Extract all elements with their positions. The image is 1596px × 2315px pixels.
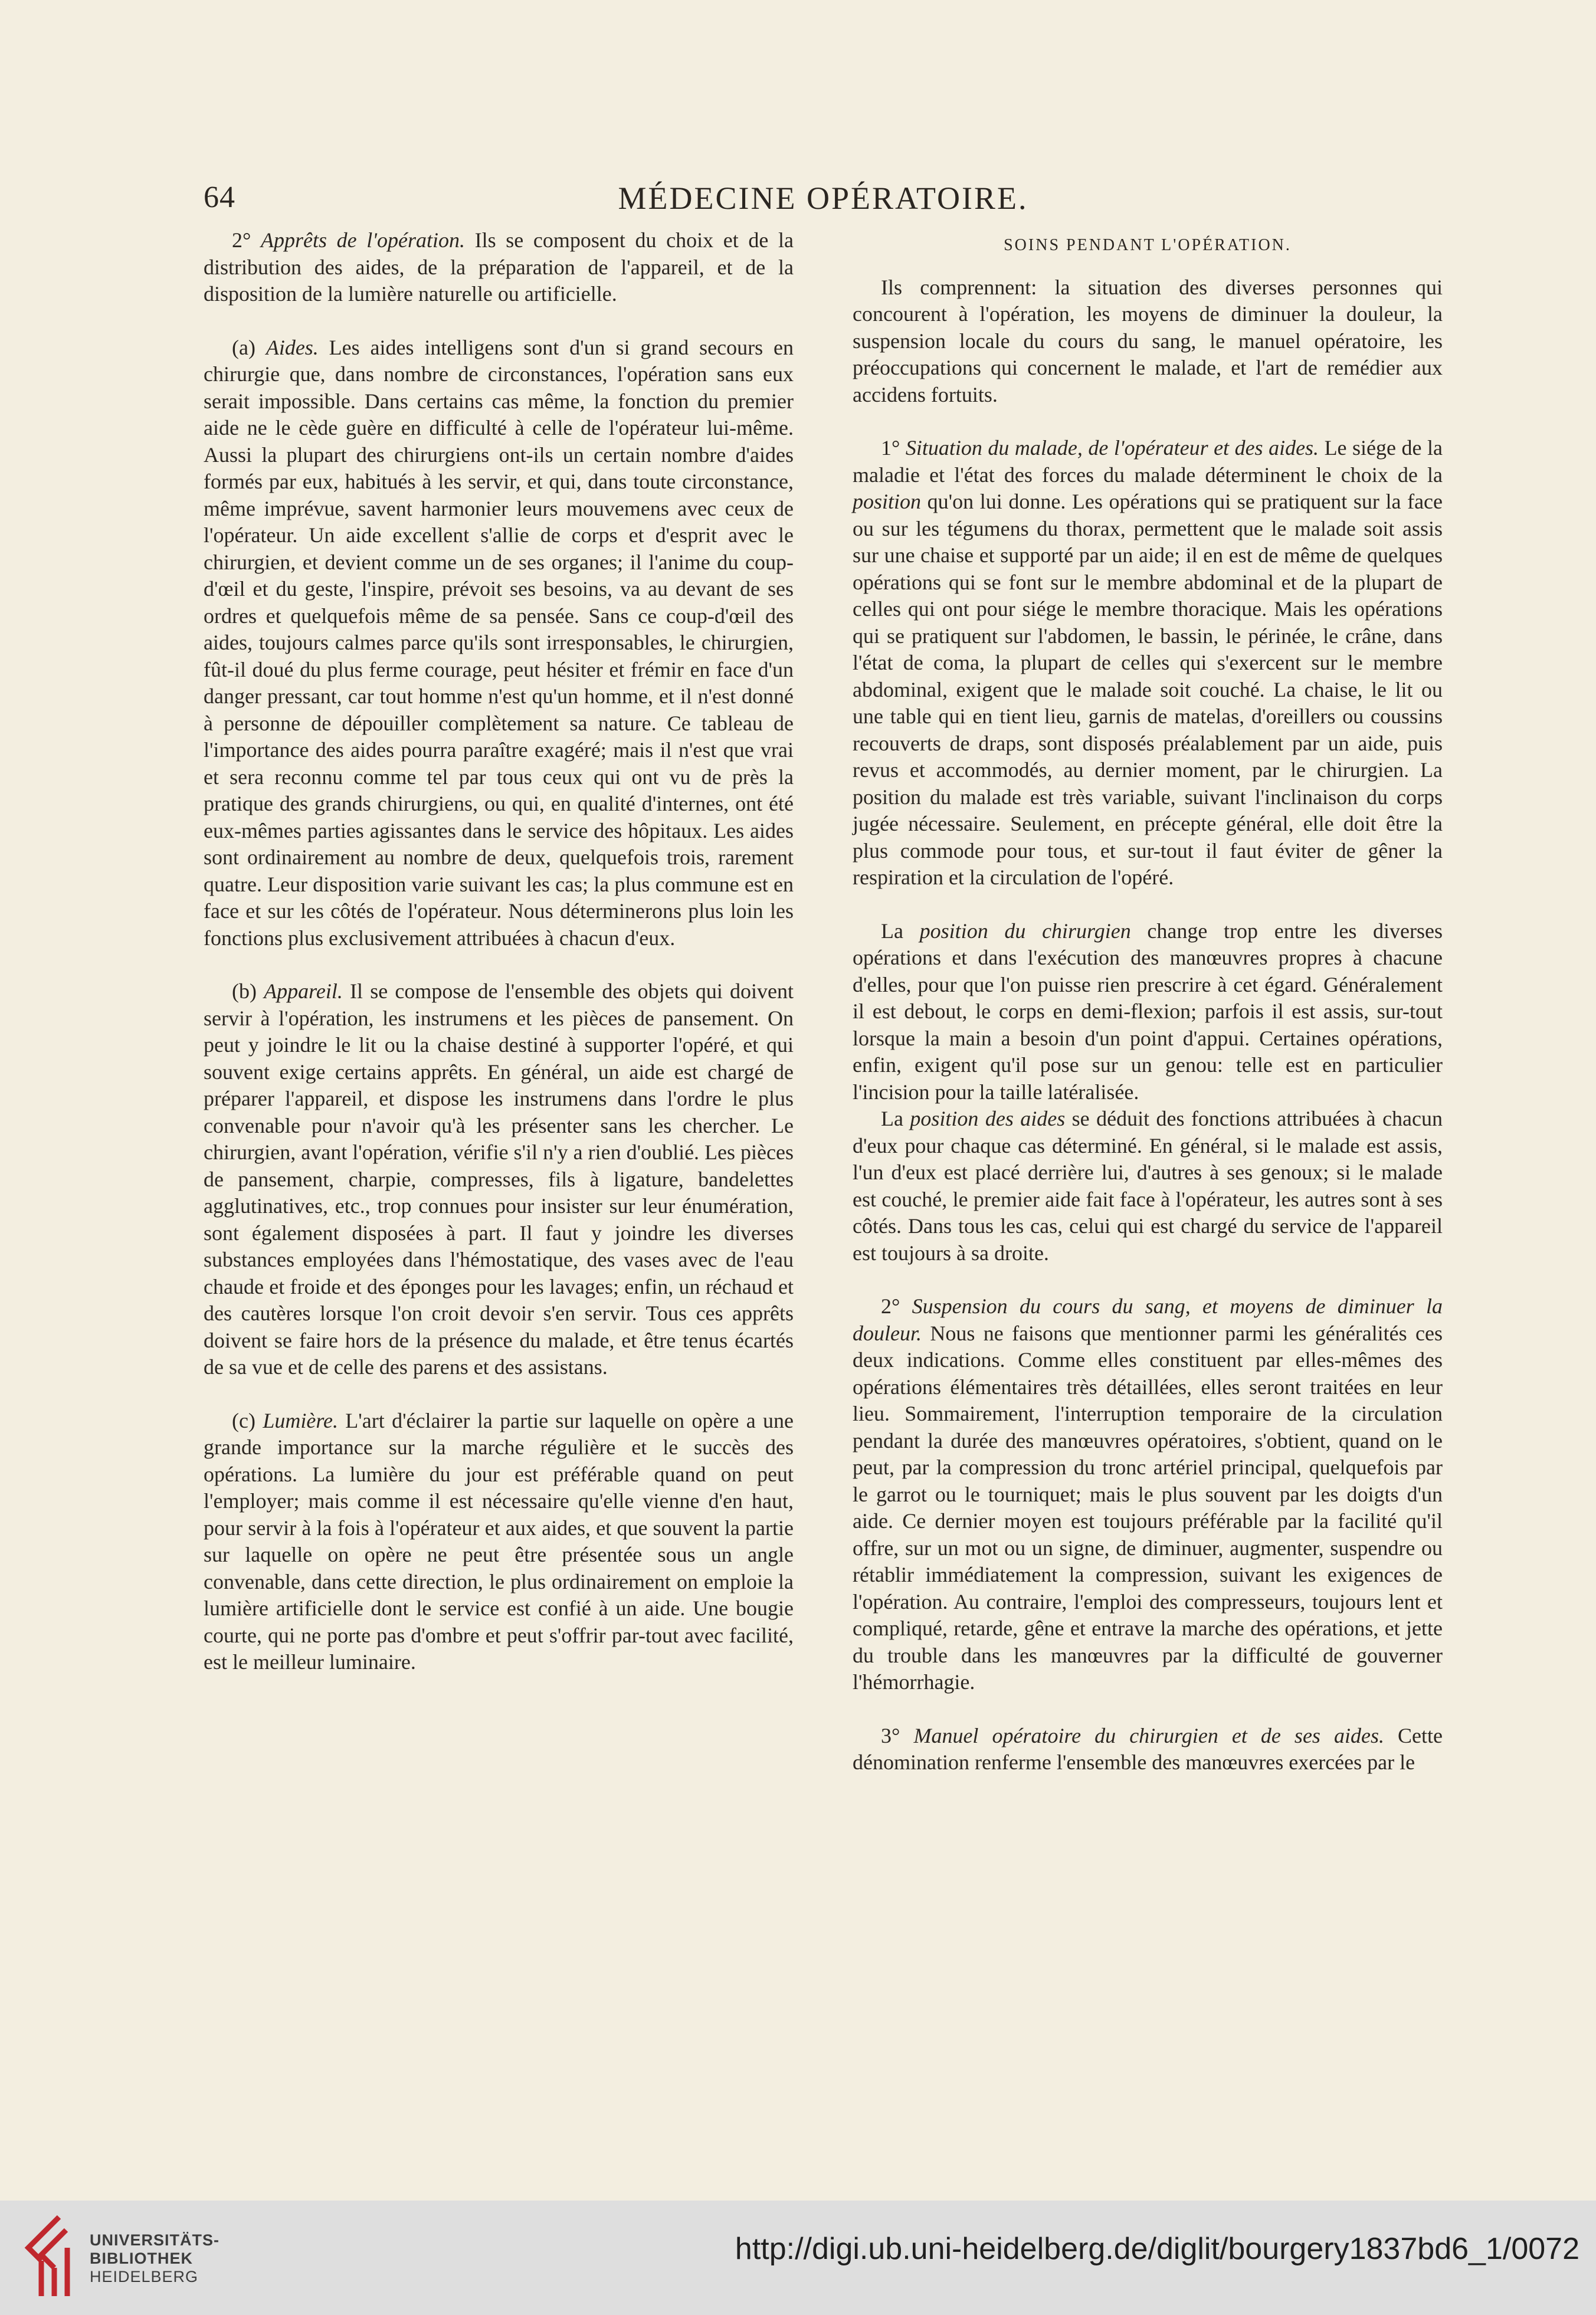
paragraph-appreets: 2° Apprêts de l'opération. Ils se composent du choix et de la distribution des aides, de la préparation de l'appareil, et de la disposition de la lumière naturelle ou artificielle. (204, 228, 794, 306)
page-header (204, 180, 1443, 221)
paragraph-position-aides: La position des aides se déduit des fonctions attribuées à chacun d'eux pour chaque cas déterminé. En général, si le malade est assis, l'un d'eux est placé derrière lui, d'autres à ses genoux; si le malade est couché, le premier aide fait face à l'opérateur, les autres sont à ses côtés. Dans tous les cas, celui qui est chargé du service de l'appareil est toujours à sa droite. (853, 1107, 1443, 1265)
left-column (204, 227, 794, 1676)
paragraph-aides: (a) Aides. Les aides intelligens sont d'un si grand secours en chirurgie que, dans nombre de circonstances, l'opération sans eux serait impossible. Dans certains cas même, la fonction du premier aide ne le cède guère en difficulté à celle de l'opérateur lui-même. Aussi la plupart des chirurgiens ont-ils un certain nombre d'aides formés par eux, habitués à les servir, et qui, dans toute circonstance, même imprévue, savent harmonier leurs mouvemens avec ceux de l'opérateur. Un aide excellent s'allie de corps et d'esprit avec le chirurgien, et devient comme un de ses organes; il l'anime du coup-d'œil et du geste, l'inspire, prévoit ses besoins, va au devant de ses ordres et quelquefois même de sa pensée. Sans ce coup-d'œil des aides, toujours calmes parce qu'ils sont irresponsables, le chirurgien, fût-il doué du plus ferme courage, peut hésiter et frémir en face d'un danger pressant, car tout homme n'est qu'un homme, et il n'est donné à personne de dépouiller complètement sa nature. Ce tableau de l'importance des aides pourra paraître exagéré; mais il n'est que vrai et sera reconnu comme tel par tous ceux qui ont vu de près la pratique des grands chirurgiens, ou qui, en qualité d'internes, ont été eux-mêmes parties agissantes dans le service des hôpitaux. Les aides sont ordinairement au nombre de deux, quelquefois trois, rarement quatre. Leur disposition varie suivant les cas; la plus commune est en face et sur les côtés de l'opérateur. Nous déterminerons plus loin les fonctions plus exclusivement attribuées à chacun d'eux. (204, 335, 794, 950)
paragraph-manuel: 3° Manuel opératoire du chirurgien et de ses aides. Cette dénomination renferme l'ensemble des manœuvres exercées par le (853, 1723, 1443, 1774)
section-title: SOINS PENDANT L'OPÉRATION. (1004, 236, 1292, 254)
footer-bar (0, 2201, 1596, 2315)
paragraph-situation: 1° Situation du malade, de l'opérateur et des aides. Le siége de la maladie et l'état des forces du malade déterminent le choix de la position qu'on lui donne. Les opérations qui se pratiquent sur la face ou sur les tégumens du thorax, permettent que le malade soit assis sur une chaise et supporté par un aide; il en est de même de quelques opérations qui se font sur le membre abdominal et de la plupart de celles qui ont pour siége le membre thoracique. Mais les opérations qui se pratiquent sur l'abdomen, le bassin, le périnée, le crâne, dans l'état de coma, la plupart de celles qui s'exercent sur le membre abdominal, exigent que le malade soit couché. La chaise, le lit ou une table qui en tient lieu, garnis de matelas, d'oreillers ou coussins recouverts de draps, sont disposés préalablement par un aide, puis revus et accommodés, au dernier moment, par le chirurgien. La position du malade est très variable, suivant l'inclinaison du corps jugée nécessaire. Seulement, en précepte général, elle doit être la plus commode pour tous, et sur-tout il faut éviter de gêner la respiration et la circulation de l'opéré. (853, 436, 1443, 889)
paragraph-lumiere: (c) Lumière. L'art d'éclairer la partie sur laquelle on opère a une grande importance sur la marche régulière et le succès des opérations. La lumière du jour est préférable quand on peut l'employer; mais comme il est nécessaire qu'elle vienne d'en haut, pour servir à la fois à l'opérateur et aux aides, et que souvent la partie sur laquelle on opère ne peut être présentée sous un angle convenable, dans cette direction, le plus ordinairement on emploie la lumière artificielle dont le service est confié à un aide. Une bougie courte, qui ne porte pas d'ombre et peut s'offrir par-tout avec facilité, est le meilleur luminaire. (204, 1408, 794, 1674)
page-number: 64 (204, 181, 235, 214)
paragraph-suspension: 2° Suspension du cours du sang, et moyens de diminuer la douleur. Nous ne faisons que mentionner parmi les généralités ces deux indications. Comme elles constituent par elles-mêmes des opérations élémentaires très détaillées, elles seront traitées en leur lieu. Sommairement, l'interruption temporaire de la circulation pendant la durée des manœuvres opératoires, s'obtient, quand on le peut, par la compression du tronc artériel principal, quelquefois par le garrot ou le tourniquet; mais le plus souvent par les doigts d'un aide. Ce dernier moyen est toujours préférable par la facilité qu'il offre, sur un mot ou un signe, de diminuer, augmenter, suspendre ou rétablir immédiatement la compression, suivant les exigences de l'opération. Au contraire, l'emploi des compresseurs, toujours lent et compliqué, retarde, gêne et entrave la marche des opérations, et jette du trouble dans les manœuvres par la difficulté de gouverner l'hémorrhagie. (853, 1294, 1443, 1694)
library-logo-icon (18, 2212, 83, 2301)
running-title: MÉDECINE OPÉRATOIRE. (618, 181, 1028, 216)
paragraph-appareil: (b) Appareil. Il se compose de l'ensemble des objets qui doivent servir à l'opération, les instrumens et les pièces de pansement. On peut y joindre le lit ou la chaise destiné à supporter l'opéré, et qui souvent exige certains apprêts. En général, un aide est chargé de préparer l'appareil, et dispose les instrumens dans l'ordre le plus convenable pour n'avoir qu'à les présenter sans les chercher. Le chirurgien, avant l'opération, vérifie s'il n'y a rien d'oublié. Les pièces de pansement, charpie, compresses, fils à ligature, bandelettes agglutinatives, etc., trop connues pour insister sur leur énumération, sont également disposées à part. Il faut y joindre les diverses substances employées dans l'hémostatique, des vases avec de l'eau chaude et froide et des éponges pour les lavages; enfin, un réchaud et des cautères lorsque l'on croit devoir s'en servir. Tous ces apprêts doivent se faire hors de la présence du malade, et être tenus écartés de sa vue et de celle des parens et des assistans. (204, 979, 794, 1379)
paragraph-soins-intro: Ils comprennent: la situation des diverses personnes qui concourent à l'opération, les moyens de diminuer la douleur, la suspension locale du cours du sang, le manuel opératoire, les préoccupations qui concernent le malade, et l'art de remédier aux accidens fortuits. (853, 275, 1443, 406)
paragraph-position-chirurgien: La position du chirurgien change trop entre les diverses opérations et dans l'exécution des manœuvres propres à chacune d'elles, pour que l'on puisse rien prescrire à cet égard. Généralement il est debout, le corps en demi-flexion; parfois il est assis, sur-tout lorsque la main a besoin d'un point d'appui. Certaines opérations, enfin, exigent qu'il pose sur un genou: telle est en particulier l'incision pour la taille latéralisée. (853, 919, 1443, 1104)
source-url[interactable]: http://digi.ub.uni-heidelberg.de/diglit/bourgery1837bd6_1/0072 (735, 2232, 1579, 2266)
library-name: UNIVERSITÄTS- BIBLIOTHEK HEIDELBERG (90, 2231, 220, 2286)
right-column (853, 227, 1443, 1776)
